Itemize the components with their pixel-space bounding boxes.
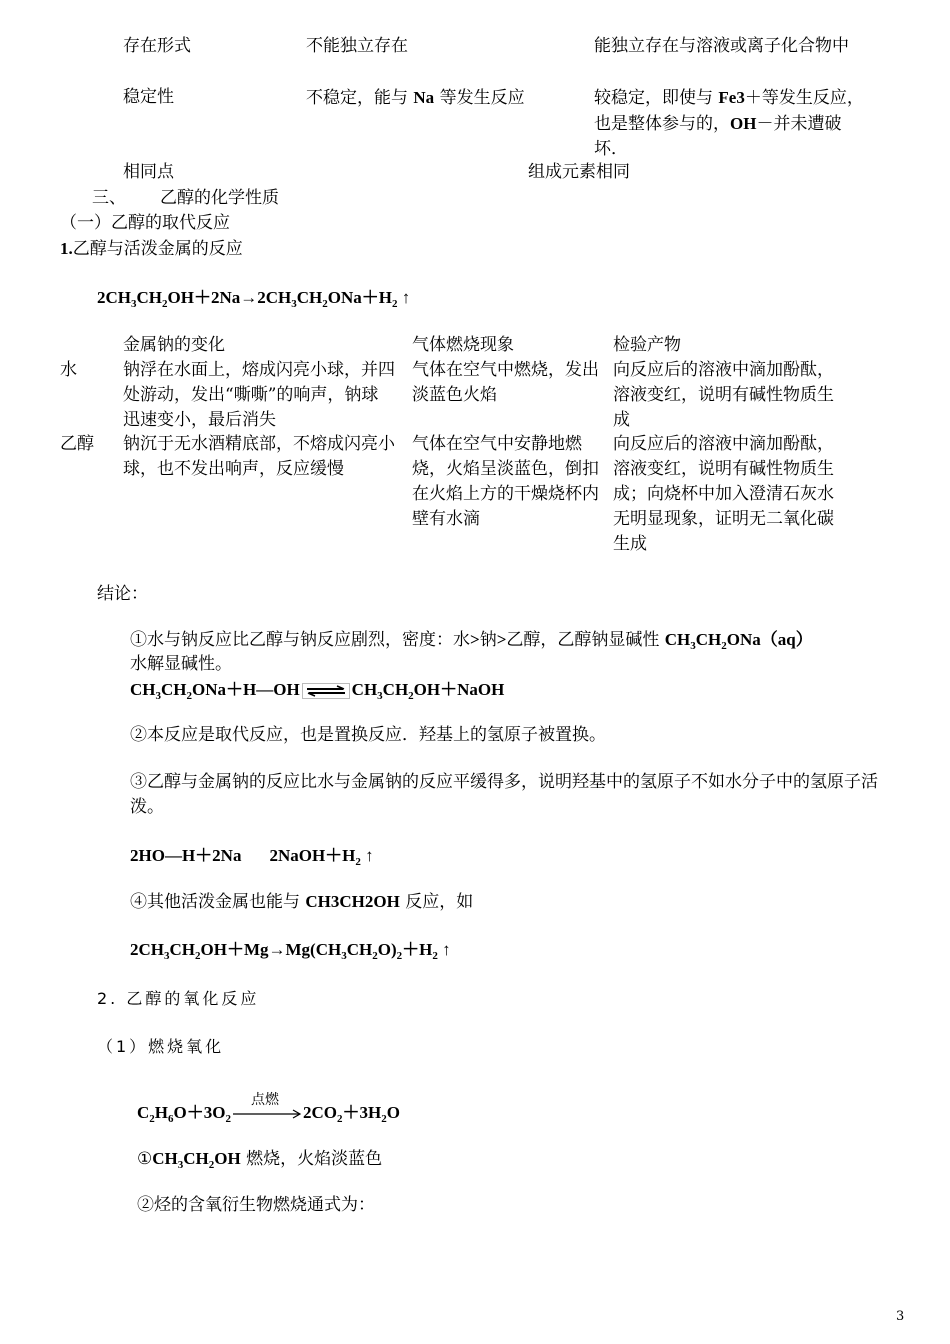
exp-water-gas: 气体在空气中燃烧，发出淡蓝色火焰 <box>412 360 599 405</box>
exp-header-product: 检验产物 <box>613 335 681 355</box>
exp-ethanol-gas: 气体在空气中安静地燃烧，火焰呈淡蓝色，倒扣在火焰上方的干燥烧杯内壁有水滴 <box>412 434 599 529</box>
section-number: 三、 <box>92 188 126 208</box>
reaction-arrow <box>231 1092 303 1124</box>
conclusion-3: ③乙醇与金属钠的反应比水与金属钠的反应平缓得多，说明羟基中的氢原子不如水分子中的氢原子活泼。 <box>130 772 878 817</box>
row-label-same: 相同点 <box>123 162 174 182</box>
exp-header-sodium: 金属钠的变化 <box>123 335 225 355</box>
conclusion-4: ④其他活泼金属也能与 CH3CH2OH 反应，如 <box>130 892 474 912</box>
section-title: 乙醇的化学性质 <box>160 188 279 208</box>
equation-combustion: $C_2H_6O+3O_2$ 点燃 $2CO_2+3H_2O$ <box>137 1100 400 1125</box>
note-2: ②烃的含氧衍生物燃烧通式为： <box>137 1195 375 1215</box>
page-number: 3 <box>896 1309 905 1324</box>
stability-col2: 较稳定，即使与 Fe3＋等发生反应，也是整体参与的，OH－并未遭破坏． <box>594 88 864 159</box>
exp-row-label-water: 水 <box>60 360 77 380</box>
subsection-title: （一）乙醇的取代反应 <box>60 213 230 233</box>
arrow-right-icon <box>231 1108 303 1120</box>
exp-header-gas: 气体燃烧现象 <box>412 335 514 355</box>
equation-ethanol-magnesium: $2CH_3CH_2OH+Mg\to Mg(CH_3CH_2O)_2+H_2$ ↑ <box>130 940 451 962</box>
equation-ethanol-sodium: $2CH_3CH_2OH+2Na\to 2CH_3CH_2ONa+H_2$ ↑ <box>97 288 411 310</box>
item-1-heading: 1.乙醇与活泼金属的反应 <box>60 239 243 259</box>
conclusion-label: 结论： <box>97 584 148 604</box>
equation-water-sodium: 2HO—H＋2Na $2NaOH+H_2$ ↑ <box>130 846 374 868</box>
row-label-form: 存在形式 <box>123 36 191 56</box>
conclusion-1-line2: 水解显碱性。 <box>130 654 232 674</box>
same-col2: 组成元素相同 <box>528 162 630 182</box>
conclusion-2: ②本反应是取代反应，也是置换反应．羟基上的氢原子被置换。 <box>130 725 606 745</box>
note-1: $①CH_3CH_2OH$ 燃烧，火焰淡蓝色 <box>137 1149 383 1171</box>
exp-ethanol-product: 向反应后的溶液中滴加酚酞，溶液变红，说明有碱性物质生成；向烧杯中加入澄清石灰水无明显现象，证明无二氧化碳生成 <box>613 434 834 554</box>
exp-ethanol-sodium: 钠沉于无水酒精底部，不熔成闪亮小球，也不发出响声，反应缓慢 <box>123 434 395 479</box>
form-col1: 不能独立存在 <box>306 36 408 56</box>
form-col2: 能独立存在与溶液或离子化合物中 <box>594 36 849 56</box>
item-2-1-heading: （1）燃烧氧化 <box>97 1037 225 1056</box>
equation-hydrolysis: $CH_3CH_2ONa+H—OH$ $CH_3CH_2OH+NaOH$ <box>130 680 505 702</box>
conclusion-1-line1: ①水与钠反应比乙醇与钠反应剧烈，密度：水>钠>乙醇，乙醇钠显碱性 $CH_3CH_2ONa(aq)$ <box>130 630 813 652</box>
exp-water-sodium: 钠浮在水面上，熔成闪亮小球，并四处游动，发出“嘶嘶”的响声，钠球迅速变小，最后消失 <box>123 360 395 430</box>
exp-row-label-ethanol: 乙醇 <box>60 434 94 454</box>
item-2-heading: 2. 乙醇的氧化反应 <box>97 989 260 1008</box>
reaction-condition: 点燃 <box>250 1092 279 1109</box>
exp-water-product: 向反应后的溶液中滴加酚酞，溶液变红，说明有碱性物质生成 <box>613 360 834 430</box>
row-label-stability: 稳定性 <box>123 87 174 107</box>
stability-col1: 不稳定，能与 Na 等发生反应 <box>306 88 525 108</box>
equilibrium-arrow-icon <box>302 683 350 699</box>
